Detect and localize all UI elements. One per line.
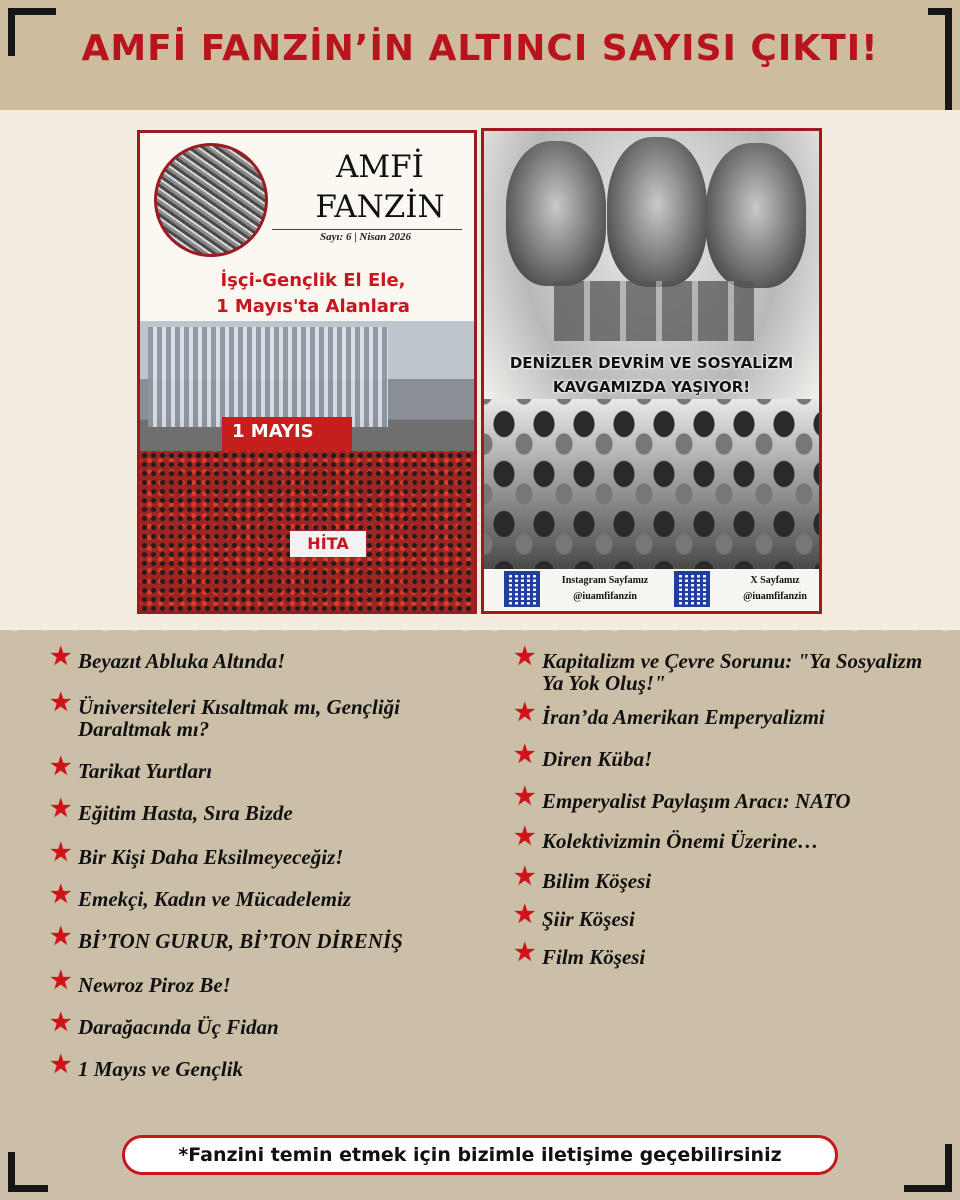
protest-crowd-photo <box>154 143 268 257</box>
star-icon: ★ <box>50 644 72 670</box>
masthead-line-2: FANZİN <box>315 189 445 225</box>
cover-slogan <box>484 351 819 399</box>
fanzine-front-cover <box>137 130 477 614</box>
article-title: Emperyalist Paylaşım Aracı: NATO <box>542 789 851 813</box>
masthead-line-1: AMFİ <box>336 149 424 185</box>
star-icon: ★ <box>514 864 536 890</box>
cover-slogan-line-1: DENİZLER DEVRİM VE SOSYALİZM <box>509 354 794 372</box>
star-icon: ★ <box>50 1052 72 1078</box>
cover-headline <box>168 268 458 320</box>
article-title: Darağacında Üç Fidan <box>78 1015 279 1039</box>
star-icon: ★ <box>514 902 536 928</box>
small-photos-strip <box>554 281 754 341</box>
star-icon: ★ <box>514 784 536 810</box>
may-day-rally-photo <box>140 321 474 611</box>
star-icon: ★ <box>514 644 536 670</box>
star-icon: ★ <box>50 690 72 716</box>
article-title: Kolektivizmin Önemi Üzerine… <box>542 829 819 853</box>
portrait-photo <box>706 143 806 288</box>
may-day-banner: 1 MAYIS <box>222 417 352 451</box>
article-title: Emekçi, Kadın ve Mücadelemiz <box>78 887 351 911</box>
masthead <box>295 147 465 227</box>
x-label <box>716 573 822 605</box>
article-title: Diren Küba! <box>542 747 653 771</box>
x-handle: @iuamfifanzin <box>743 591 807 602</box>
protest-sign: HİTA <box>290 531 366 557</box>
star-icon: ★ <box>50 840 72 866</box>
page-title: AMFİ FANZİN’İN ALTINCI SAYISI ÇIKTI! <box>81 28 879 69</box>
article-title: Film Köşesi <box>542 945 646 969</box>
article-title: Tarikat Yurtları <box>78 759 213 783</box>
corner-bracket-bottom-right <box>904 1144 952 1192</box>
instagram-handle: @iuamfifanzin <box>573 591 637 602</box>
portrait-photo <box>607 137 707 287</box>
portrait-photo <box>506 141 606 286</box>
star-icon: ★ <box>50 796 72 822</box>
issue-info: Sayı: 6 | Nisan 2026 <box>320 231 412 243</box>
star-icon: ★ <box>50 1010 72 1036</box>
cover-headline-line-1: İşçi-Gençlik El Ele, <box>220 270 406 291</box>
corner-bracket-bottom-left <box>8 1152 48 1192</box>
star-icon: ★ <box>514 824 536 850</box>
article-title: İran’da Amerikan Emperyalizmi <box>542 705 825 729</box>
instagram-page-label: Instagram Sayfamız <box>561 575 649 586</box>
article-title: Newroz Piroz Be! <box>78 973 231 997</box>
cover-headline-line-2: 1 Mayıs'ta Alanlara <box>216 296 410 317</box>
article-title: Bİ’TON GURUR, Bİ’TON DİRENİŞ <box>78 929 403 953</box>
star-icon: ★ <box>50 882 72 908</box>
qr-code-icon[interactable] <box>504 571 540 607</box>
star-icon: ★ <box>50 924 72 950</box>
star-icon: ★ <box>514 700 536 726</box>
star-icon: ★ <box>50 968 72 994</box>
fanzine-back-cover <box>481 128 822 614</box>
building-image <box>148 327 388 427</box>
qr-code-icon[interactable] <box>674 571 710 607</box>
contact-note: *Fanzini temin etmek için bizimle iletişime geçebilirsiniz <box>122 1135 838 1175</box>
article-title: Eğitim Hasta, Sıra Bizde <box>78 801 293 825</box>
article-title: Beyazıt Abluka Altında! <box>78 649 286 673</box>
article-title: Kapitalizm ve Çevre Sorunu: "Ya Sosyalizm Ya Yok Oluş!" <box>542 649 923 695</box>
x-qr-block[interactable] <box>674 571 822 611</box>
article-title: Bir Kişi Daha Eksilmeyeceğiz! <box>78 845 344 869</box>
article-title: Şiir Köşesi <box>542 907 635 931</box>
star-icon: ★ <box>50 754 72 780</box>
masthead-rule <box>272 229 462 230</box>
article-title: Bilim Köşesi <box>542 869 652 893</box>
star-icon: ★ <box>514 940 536 966</box>
instagram-label <box>546 573 664 605</box>
cover-slogan-line-2: KAVGAMIZDA YAŞIYOR! <box>552 378 751 396</box>
x-page-label: X Sayfamız <box>750 575 800 586</box>
student-march-photo <box>484 399 819 569</box>
instagram-qr-block[interactable] <box>504 571 664 611</box>
article-title: Üniversiteleri Kısaltmak mı, Gençliği Daraltmak mı? <box>78 695 400 741</box>
star-icon: ★ <box>514 742 536 768</box>
article-title: 1 Mayıs ve Gençlik <box>78 1057 244 1081</box>
